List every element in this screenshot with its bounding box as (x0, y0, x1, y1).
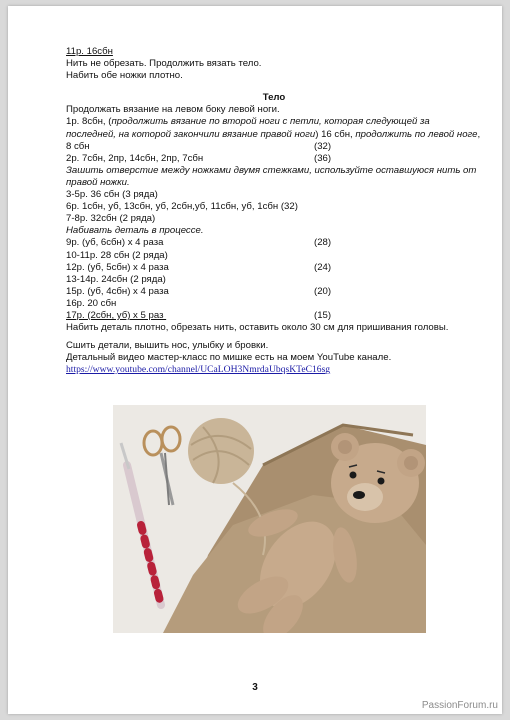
row-12 (66, 262, 482, 274)
row-1 (66, 116, 482, 152)
page-number: 3 (252, 682, 258, 693)
row-13-14: 13-14р. 24сбн (2 ряда) (66, 273, 166, 285)
row-17 (66, 310, 482, 322)
row-1-note-2: продолжить по левой ноге (355, 128, 478, 140)
row-17-text: 17р. (2сбн, уб) х 5 раз (66, 309, 164, 321)
row-1-mid: ) 16 сбн, (315, 128, 356, 140)
row-6: 6р. 1сбн, уб, 13сбн, уб, 2сбн,уб, 11сбн, уб, 1сбн (32) (66, 201, 298, 213)
row-2-text: 2р. 7сбн, 2пр, 14сбн, 2пр, 7сбн (66, 152, 204, 164)
instruction-line: Сшить детали, вышить нос, улыбку и бровки. (66, 340, 269, 352)
row-1-note: продолжить вязание по второй ноги с петли, которая следующей за последней, на которой закончили вязание правой ноги (66, 116, 430, 140)
instruction-line: Набить деталь плотно, обрезать нить, оставить около 30 см для пришивания головы. (66, 322, 449, 334)
row-12-count: (24) (314, 261, 332, 273)
row-12-text: 12р. (уб, 5сбн) х 4 раза (66, 261, 169, 273)
youtube-link[interactable]: https://www.youtube.com/channel/UCaLOH3NmrdaUbqsKTeC16sg (66, 364, 331, 376)
section-title: Тело (262, 92, 286, 104)
watermark: PassionForum.ru (421, 700, 498, 711)
instruction-note: Набивать деталь в процессе. (66, 225, 204, 237)
row-2 (66, 153, 482, 165)
instruction-line: Набить обе ножки плотно. (66, 70, 183, 82)
row-17-count: (15) (314, 309, 332, 321)
row-7-8: 7-8р. 32сбн (2 ряда) (66, 213, 156, 225)
row-1-end: , 8 сбн (66, 128, 481, 152)
instruction-line: Детальный видео мастер-класс по мишке есть на моем YouTube канале. (66, 352, 392, 364)
instruction-line: Нить не обрезать. Продолжить вязать тело. (66, 58, 262, 70)
row-3-5: 3-5р. 36 сбн (3 ряда) (66, 189, 158, 201)
row-10-11: 10-11р. 28 сбн (2 ряда) (66, 249, 168, 261)
row-11: 11р. 16сбн (66, 46, 113, 57)
bear-photo-image (113, 405, 426, 633)
bear-photo (113, 405, 426, 633)
instruction-note: Зашить отверстие между ножками двумя стежками, используйте оставшуюся нить от правой ножки. (66, 164, 477, 188)
pattern-text (66, 46, 482, 376)
row-15-count: (20) (314, 285, 332, 297)
instruction-line: Продолжать вязание на левом боку левой ноги. (66, 104, 280, 116)
row-9-count: (28) (314, 237, 332, 249)
row-1-start: 1р. 8сбн, ( (66, 116, 112, 128)
row-2-count: (36) (314, 152, 332, 164)
row-9 (66, 237, 482, 249)
row-1-count: (32) (314, 140, 332, 152)
row-15 (66, 286, 482, 298)
row-15-text: 15р. (уб, 4сбн) х 4 раза (66, 285, 169, 297)
row-16: 16р. 20 сбн (66, 297, 117, 309)
document-page (8, 6, 502, 714)
row-9-text: 9р. (уб, 6сбн) х 4 раза (66, 237, 164, 249)
